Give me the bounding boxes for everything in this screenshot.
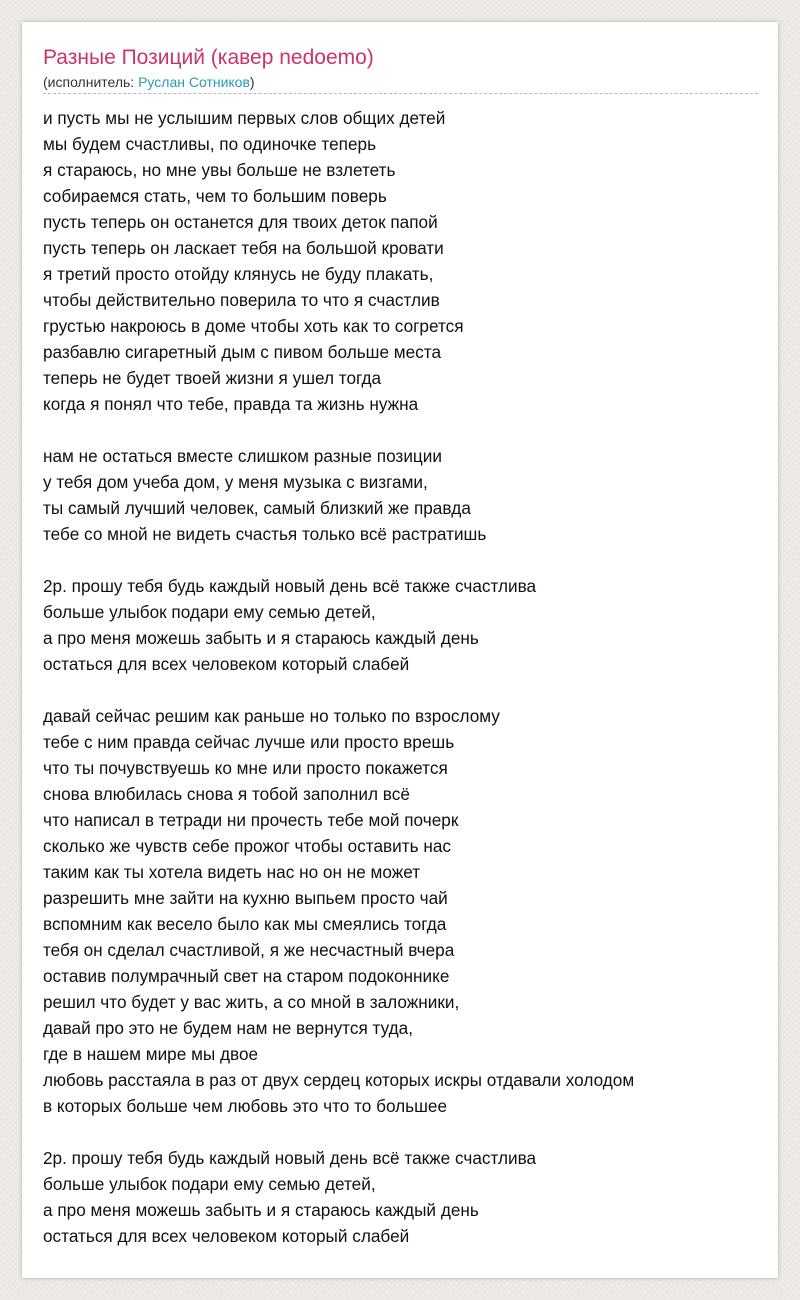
title-divider <box>43 93 758 94</box>
lyrics-line: снова влюбилась снова я тобой заполнил всё <box>43 784 410 804</box>
lyrics-stanza <box>43 573 634 677</box>
lyrics-line: оставив полумрачный свет на старом подоконнике <box>43 966 450 986</box>
artist-line <box>43 73 255 91</box>
artist-suffix: ) <box>249 74 255 90</box>
lyrics-line: любовь расстаяла в раз от двух сердец которых искры отдавали холодом <box>43 1070 635 1090</box>
lyrics-line: остаться для всех человеком который слабей <box>43 654 410 674</box>
lyrics-line: теперь не будет твоей жизни я ушел тогда <box>43 368 382 388</box>
lyrics-line: собираемся стать, чем то большим поверь <box>43 186 387 206</box>
lyrics-line: я стараюсь, но мне увы больше не взлететь <box>43 160 396 180</box>
lyrics-body <box>43 105 634 1249</box>
lyrics-line: а про меня можешь забыть и я стараюсь каждый день <box>43 1200 479 1220</box>
lyrics-stanza <box>43 105 634 417</box>
lyrics-line: и пусть мы не услышим первых слов общих детей <box>43 108 446 128</box>
lyrics-line: в которых больше чем любовь это что то большее <box>43 1096 448 1116</box>
lyrics-stanza <box>43 443 634 547</box>
lyrics-line: вспомним как весело было как мы смеялись тогда <box>43 914 447 934</box>
lyrics-line: 2р. прошу тебя будь каждый новый день всё также счастлива <box>43 576 537 596</box>
lyrics-line: что ты почувствуешь ко мне или просто покажется <box>43 758 448 778</box>
lyrics-line: а про меня можешь забыть и я стараюсь каждый день <box>43 628 479 648</box>
lyrics-line: разбавлю сигаретный дым с пивом больше места <box>43 342 442 362</box>
lyrics-line: тебя он сделал счастливой, я же несчастный вчера <box>43 940 455 960</box>
lyrics-line: когда я понял что тебе, правда та жизнь нужна <box>43 394 419 414</box>
lyrics-line: что написал в тетради ни прочесть тебе мой почерк <box>43 810 459 830</box>
lyrics-line: разрешить мне зайти на кухню выпьем просто чай <box>43 888 448 908</box>
lyrics-stanza <box>43 1145 634 1249</box>
lyrics-stanza <box>43 703 634 1119</box>
artist-link[interactable]: Руслан Сотников <box>138 74 250 90</box>
lyrics-line: давай сейчас решим как раньше но только по взрослому <box>43 706 500 726</box>
lyrics-line: пусть теперь он останется для твоих деток папой <box>43 212 438 232</box>
lyrics-line: таким как ты хотела видеть нас но он не может <box>43 862 421 882</box>
lyrics-line: чтобы действительно поверила то что я счастлив <box>43 290 440 310</box>
lyrics-line: ты самый лучший человек, самый близкий же правда <box>43 498 471 518</box>
lyrics-line: у тебя дом учеба дом, у меня музыка с визгами, <box>43 472 428 492</box>
lyrics-line: я третий просто отойду клянусь не буду плакать, <box>43 264 434 284</box>
lyrics-line: остаться для всех человеком который слабей <box>43 1226 410 1246</box>
lyrics-line: где в нашем мире мы двое <box>43 1044 259 1064</box>
song-title: Разные Позиций (кавер nedoemo) <box>43 46 374 69</box>
lyrics-line: больше улыбок подари ему семью детей, <box>43 1174 376 1194</box>
lyrics-line: сколько же чувств себе прожог чтобы оставить нас <box>43 836 452 856</box>
lyrics-line: мы будем счастливы, по одиночке теперь <box>43 134 377 154</box>
lyrics-line: тебе с ним правда сейчас лучше или просто врешь <box>43 732 455 752</box>
lyrics-line: тебе со мной не видеть счастья только всё растратишь <box>43 524 487 544</box>
lyrics-line: нам не остаться вместе слишком разные позиции <box>43 446 442 466</box>
lyrics-line: больше улыбок подари ему семью детей, <box>43 602 376 622</box>
lyrics-line: грустью накроюсь в доме чтобы хоть как то согрется <box>43 316 464 336</box>
lyrics-line: решил что будет у вас жить, а со мной в заложники, <box>43 992 460 1012</box>
lyrics-card <box>22 22 778 1278</box>
lyrics-line: давай про это не будем нам не вернутся туда, <box>43 1018 413 1038</box>
lyrics-line: пусть теперь он ласкает тебя на большой кровати <box>43 238 444 258</box>
artist-prefix: (исполнитель: <box>43 74 139 90</box>
lyrics-line: 2р. прошу тебя будь каждый новый день всё также счастлива <box>43 1148 537 1168</box>
